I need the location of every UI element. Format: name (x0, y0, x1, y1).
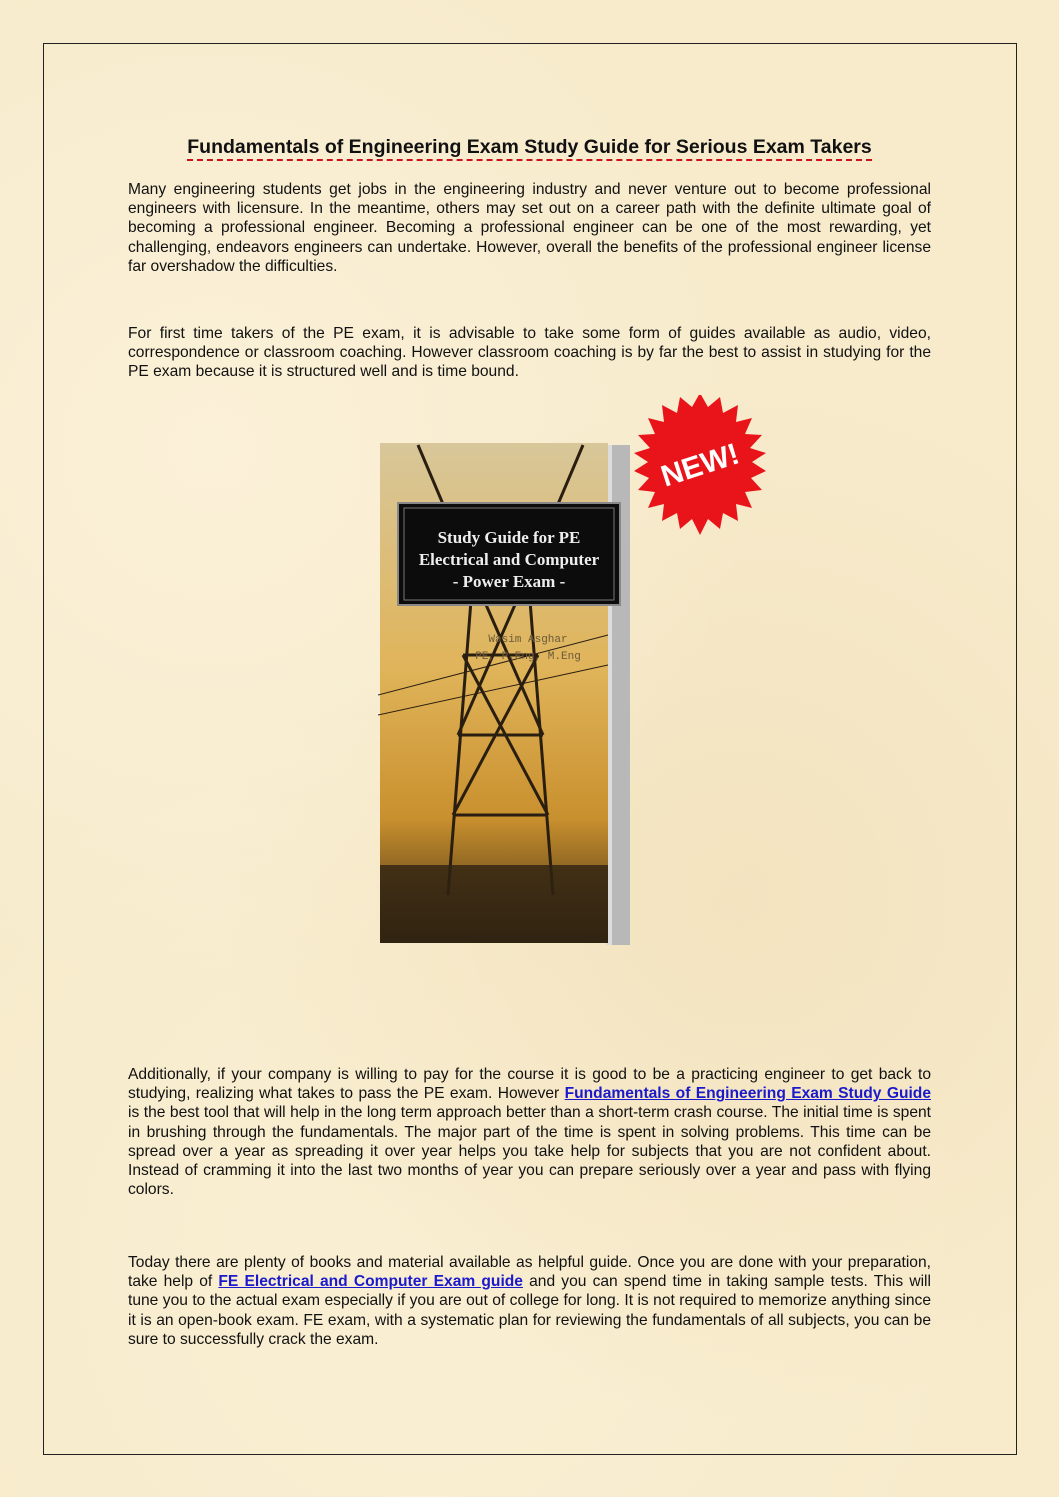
book-author-credentials: PE, P.Eng, M.Eng (475, 651, 581, 663)
paragraph-3-text-end: is the best tool that will help in the long term approach better than a short-term crash course. The initial time is spent in brushing through the fundamentals. The major part of the time is spent in solving problems. This time can be spread over a year as spreading it over year helps you take help for subjects that you are not confident about. Instead of cramming it into the last two months of year you can prepare seriously over a year and pass with flying colors. (128, 1104, 931, 1199)
paragraph-4 (128, 1253, 931, 1349)
paragraph-2: For first time takers of the PE exam, it is advisable to take some form of guides available as audio, video, correspondence or classroom coaching. However classroom coaching is by far the best to assist in studying for the PE exam because it is structured well and is time bound. (128, 325, 931, 381)
fe-electrical-computer-guide-link[interactable]: FE Electrical and Computer Exam guide (218, 1273, 523, 1291)
paragraph-4-text: Today there are plenty of books and material available as helpful guide. Once you are done with your preparation, take help of (128, 1254, 931, 1291)
new-badge-label: NEW! (657, 437, 744, 494)
new-badge (634, 395, 766, 535)
book-cover-image (378, 395, 770, 950)
book-title-line-1: Study Guide for PE (437, 528, 581, 547)
paragraph-1: Many engineering students get jobs in the engineering industry and never venture out to become professional engineers with licensure. In the meantime, others may set out on a career path with the definite ultimate goal of becoming a professional engineer. Becoming a professional engineer can be one of the most rewarding, yet challenging, endeavors engineers can undertake. However, overall the benefits of the professional engineer license far overshadow the difficulties. (128, 181, 931, 275)
paragraph-3 (128, 1065, 931, 1199)
page-title: Fundamentals of Engineering Exam Study Guide for Serious Exam Takers (128, 136, 931, 159)
book-title-line-3: - Power Exam - (452, 572, 566, 591)
paragraph-4-text-end: and you can spend time in taking sample tests. This will tune you to the actual exam especially if you are out of college for long. It is not required to memorize anything since it is an open-book exam. FE exam, with a systematic plan for reviewing the fundamentals of all subjects, you can be sure to successfully crack the exam. (128, 1273, 931, 1348)
book-title-line-2: Electrical and Computer (418, 550, 600, 569)
fe-study-guide-link[interactable]: Fundamentals of Engineering Exam Study Guide (564, 1085, 931, 1103)
paragraph-3-text: Additionally, if your company is willing to pay for the course it is good to be a practicing engineer to get back to studying, realizing what takes to pass the PE exam. However (128, 1066, 931, 1103)
book-title-plate (398, 503, 620, 605)
book-author: Wasim Asghar (488, 634, 568, 646)
